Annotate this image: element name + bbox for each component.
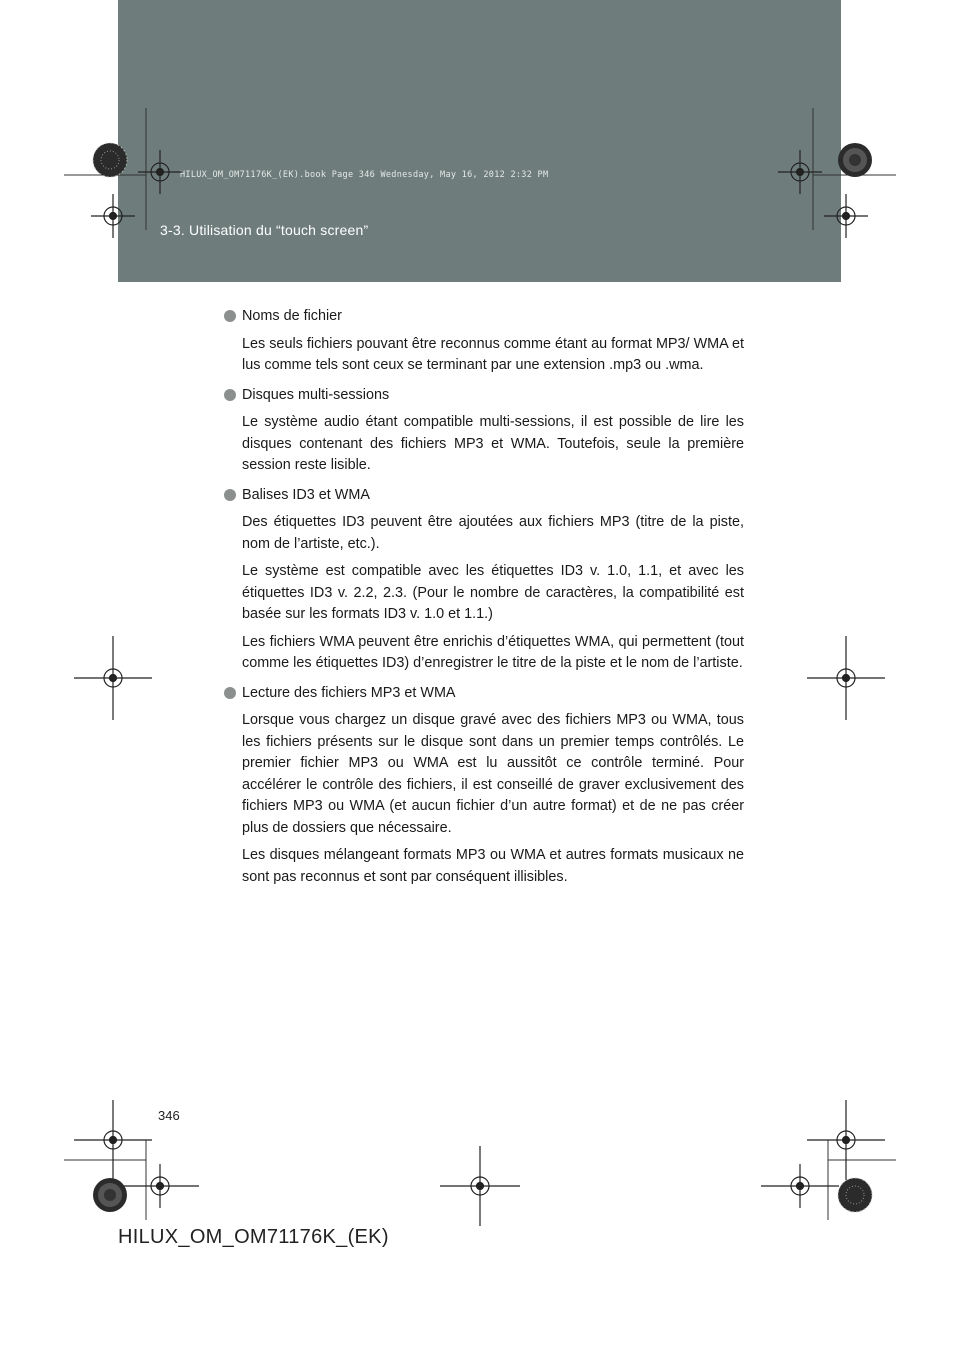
paragraph: Les fichiers WMA peuvent être enrichis d’étiquettes WMA, qui permettent (tout comme les étiquettes ID3) d’enregistrer le titre de la piste et le nom de l’artiste. [242,633,744,671]
crosshair-circle-icon [121,1164,199,1208]
list-item [224,683,744,889]
list-item [224,306,744,377]
list-item [224,485,744,675]
item-title-text: Disques multi-sessions [242,386,390,403]
book-stamp: HILUX_OM_OM71176K_(EK).book Page 346 Wednesday, May 16, 2012 2:32 PM [180,170,549,180]
bullet-dot-icon [224,310,236,322]
document-code: HILUX_OM_OM71176K_(EK) [118,1226,389,1248]
paragraph: Les disques mélangeant formats MP3 ou WMA et autres formats musicaux ne sont pas reconnus et sont par conséquent illisibles. [242,847,744,885]
paragraph: Des étiquettes ID3 peuvent être ajoutées aux fichiers MP3 (titre de la piste, nom de l’artiste, etc.). [242,514,744,552]
crosshair-circle-icon [807,1100,885,1180]
paragraph: Lorsque vous chargez un disque gravé avec des fichiers MP3 ou WMA, tous les fichiers présents sur le disque sont dans un premier temps contrôlés. Le premier fichier MP3 ou WMA est lu aussitôt ce contrôle terminé. Pour accélérer le contrôle des fichiers, il est conseillé de graver exclusivement des fichiers MP3 ou WMA (et aucun fichier d’un autre format) et de ne pas créer plus de dossiers que nécessaire. [242,712,744,836]
page-number: 346 [158,1108,180,1123]
section-title: 3-3. Utilisation du “touch screen” [160,222,369,238]
crosshair-circle-icon [440,1146,520,1226]
crosshair-circle-icon [74,636,152,720]
bullet-dot-icon [224,389,236,401]
paragraph: Les seuls fichiers pouvant être reconnus comme étant au format MP3/ WMA et lus comme tels sont ceux se terminant par une extension .mp3 ou .wma. [242,335,744,373]
content [224,306,744,896]
item-title [224,683,744,705]
item-title-text: Balises ID3 et WMA [242,486,370,503]
item-title [224,385,744,407]
crosshair-circle-icon [761,1164,839,1208]
crosshair-circle-icon [74,1100,152,1180]
item-title [224,306,744,328]
item-title-text: Noms de fichier [242,308,342,324]
item-title-text: Lecture des fichiers MP3 et WMA [242,684,456,701]
bullet-dot-icon [224,489,236,501]
header-band [118,0,841,282]
radial-starburst-icon [93,1178,127,1212]
bullet-dot-icon [224,687,236,699]
list-item [224,385,744,477]
item-title [224,485,744,507]
radial-starburst-icon [838,1178,872,1212]
paragraph: Le système audio étant compatible multi-sessions, il est possible de lire les disques contenant des fichiers MP3 et WMA. Toutefois, seule la première session reste lisible. [242,414,744,473]
radial-starburst-icon [838,143,872,177]
paragraph: Le système est compatible avec les étiquettes ID3 v. 1.0, 1.1, et avec les étiquettes ID3 v. 2.2, 2.3. (Pour le nombre de caractères, la compatibilité est basée sur les formats ID3 v. 1.0 et 1.1.) [242,563,744,622]
crosshair-circle-icon [807,636,885,720]
